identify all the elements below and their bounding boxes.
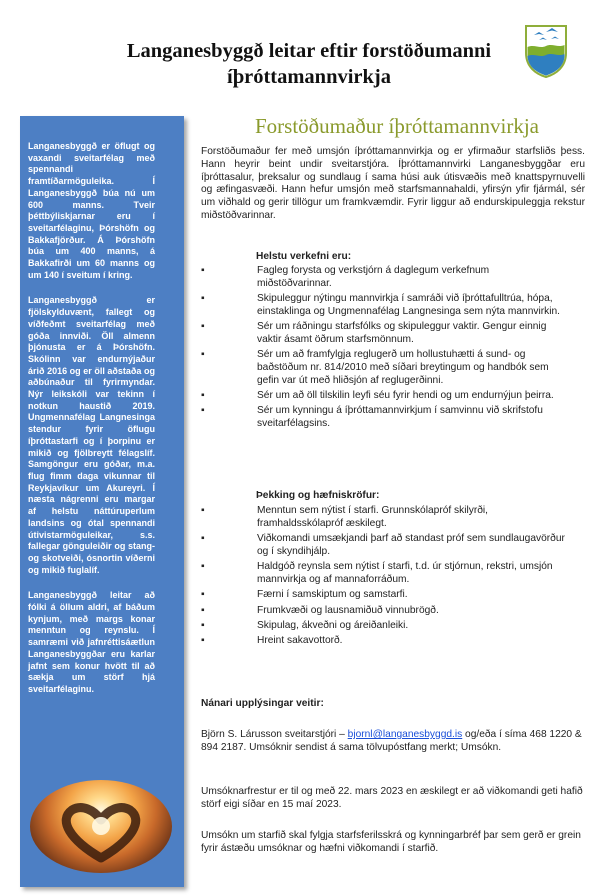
page-title [104,38,514,90]
list-item: ▪ Menntun sem nýtist í starfi. Grunnskólapróf skilyrði, framhaldsskólapróf æskilegt. [201,505,488,529]
sidebar-panel [20,116,184,887]
list-item: ▪ Viðkomandi umsækjandi þarf að standast próf sem sundlaugavörður og í skyndihjálp. [201,533,565,557]
list-item: ▪ Skipuleggur nýtingu mannvirkja í samráði við íþróttafulltrúa, hópa, einstaklinga og Ungmennafélag Langnesinga sem nýta mannvirkin. [201,293,560,317]
tasks-title: Helstu verkefni eru: [256,251,352,262]
bullet-icon: ▪ [201,505,205,516]
list-item: ▪ Færni í samskiptum og samstarfi. [201,589,408,601]
sidebar-paragraph-2: Langanesbyggð er fjölskylduvænt, fallegt og víðfeðmt sveitarfélag með góða innviði. Öll almenn þjónusta er á Þórshöfn. Skólinn var endurnýjaður árið 2016 og er öll aðstaða og aðbúnaður til fyrirmyndar. Nýr leikskóli var tekinn í notkun haustið 2019. Ungmennafélag Langnesinga stendur fyrir öflugu íþróttastarfi og í þorpinu er mikið og fjölbreytt félagslíf. Samgöngur eru góðar, m.a. flug fimm daga vikunnar til Reykjavíkur um Akureyri. Í næsta nágrenni eru margar af helstu náttúruperlum landsins og ótal spennandi útivistarmöguleikar, s.s. fallegar gönguleiðir og stang- og skotveiði, ósnortin víðerni og mikið fuglalíf. [28,295,155,575]
bullet-icon: ▪ [201,349,205,361]
list-item: ▪ Sér um ráðningu starfsfólks og skipuleggur vaktir. Gengur einnig vaktir ásamt öðrum starfsmönnum. [201,321,547,345]
bullet-icon: ▪ [201,293,205,305]
sunset-hands-photo [30,780,172,873]
list-item: ▪ Haldgóð reynsla sem nýtist í starfi, t.d. úr stjórnun, rekstri, umsjón mannvirkja og af mannaforráðum. [201,561,553,585]
bullet-icon: ▪ [201,604,205,616]
skills-list [201,505,565,650]
bullet-icon: ▪ [201,390,205,402]
bullet-icon: ▪ [201,589,205,601]
intro-paragraph: Forstöðumaður fer með umsjón íþróttamannvirkja og er yfirmaður starfsliðs þess. Hann heyrir beint undir sveitarstjóra. Íþróttamannvirki Langanesbyggðar eru íþróttasalur, þreksalur og sundlaug í sama húsi auk útisvæðis með knattspyrnuvelli og æfingasvæði. Hann hefur umsjón með starfsmannahaldi, yfirsýn yfir fjármál, sér um viðhald og gerir tillögur um framkvæmdir. Fyrir liggur að endurskipuleggja rekstur miðstöðvarinnar. [201,146,585,221]
heart-hands-icon [30,780,172,873]
bullet-icon: ▪ [201,321,205,333]
sidebar-paragraph-1: Langanesbyggð er öflugt og vaxandi sveitarfélag með spennandi framtíðarmöguleika. Í Langanesbyggð búa nú um 600 manns. Tveir þéttbýliskjarnar eru í sveitarfélaginu, Þórshöfn og Bakkafjörður. Á Þórshöfn búa um 400 manns, á Bakkafirði um 60 manns og um 140 í sveitum í kring. [28,141,155,280]
bullet-icon: ▪ [201,561,205,573]
title-line-1: Langanesbyggð leitar eftir forstöðumanni [126,40,492,62]
bullet-icon: ▪ [201,619,205,631]
list-item: ▪ Sér um að framfylgja reglugerð um hollustuhætti á sund- og baðstöðum nr. 814/2010 með síðari breytingum og handbók sem gefin var út með hliðsjón af reglugerðinni. [201,349,549,386]
closing-paragraph: Umsókn um starfið skal fylgja starfsferilsskrá og kynningarbréf þar sem gerð er grein fyrir ástæðu umsóknar og hæfni viðkomandi í starfið. [201,830,581,854]
list-item: ▪ Sér um að öll tilskilin leyfi séu fyrir hendi og um endurnýjun þeirra. [201,390,554,402]
municipal-crest-icon [524,23,568,79]
deadline-paragraph: Umsóknarfrestur er til og með 22. mars 2023 en æskilegt er að viðkomandi geti hafið störf eigi síðar en 15 maí 2023. [201,786,583,810]
email-link[interactable]: bjornl@langanesbyggd.is [347,729,463,740]
list-item: ▪ Hreint sakavottorð. [201,635,343,647]
list-item: ▪ Sér um kynningu á íþróttamannvirkjum í samvinnu við skrifstofu sveitarfélagsins. [201,405,543,430]
list-item: ▪ Skipulag, ákveðni og áreiðanleiki. [201,619,409,631]
bullet-icon: ▪ [201,405,205,417]
job-heading: Forstöðumaður íþróttamannvirkja [254,114,540,138]
list-item: ▪ Fagleg forysta og verkstjórn á daglegum verkefnum miðstöðvarinnar. [201,265,490,289]
skills-title: Þekking og hæfniskröfur: [256,490,380,501]
sidebar-paragraph-3: Langanesbyggð leitar að fólki á öllum aldri, af báðum kynjum, með margs konar menntun og reynslu. Í samræmi við jafnréttisáætlun Langanesbyggðar eru karlar jafnt sem konur hvött til að sækja um störf hjá sveitarfélaginu. [28,590,155,694]
tasks-list [201,265,565,434]
sidebar-text [28,141,155,710]
bullet-icon: ▪ [201,533,205,545]
bullet-icon: ▪ [201,265,205,276]
title-line-2: íþróttamannvirkja [227,66,391,88]
list-item: ▪ Frumkvæði og lausnamiðuð vinnubrögð. [201,604,439,616]
bullet-icon: ▪ [201,635,205,647]
info-title: Nánari upplýsingar veitir: [201,698,324,709]
contact-paragraph: Björn S. Lárusson sveitarstjóri – bjornl@langanesbyggd.is og/eða í síma 468 1220 & 894 2187. Umsóknir sendist á sama tölvupóstfang merkt; Umsókn. [201,729,582,753]
